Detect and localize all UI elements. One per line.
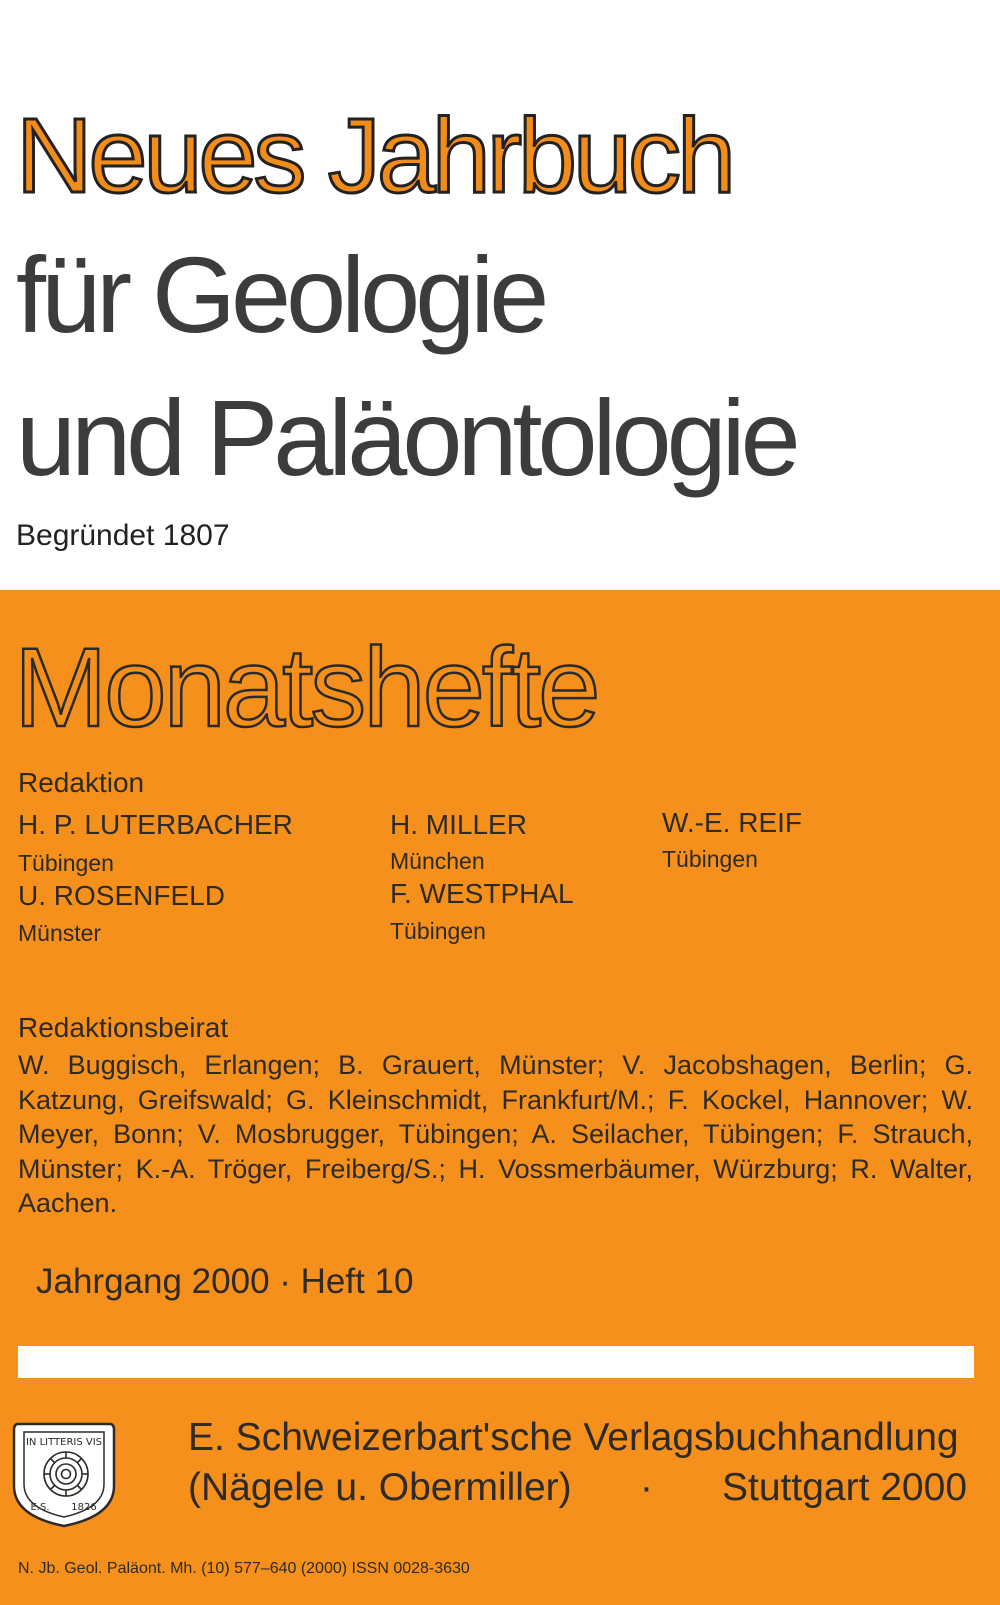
- editor-name: W.-E. REIF: [662, 807, 802, 838]
- journal-title-line-3: und Paläontologie: [16, 377, 796, 498]
- seal-motto: IN LITTERIS VIS: [25, 1437, 103, 1448]
- advisory-board-members: W. Buggisch, Erlangen; B. Grauert, Münster; V. Jacobshagen, Berlin; G. Katzung, Greifswald; G. Kleinschmidt, Frankfurt/M.; F. Kockel, Hannover; W. Meyer, Bonn; V. Mosbrugger, Tübingen; A. Seilacher, Tübingen; F. Strauch, Münster; K.-A. Tröger, Freiberg/S.; H. Vossmerbäumer, Würzburg; R. Walter, Aachen.: [18, 1050, 973, 1218]
- publisher-city-year: Stuttgart 2000: [722, 1466, 968, 1509]
- editor-name: H. P. LUTERBACHER: [18, 809, 293, 840]
- editor-city: Tübingen: [18, 850, 114, 876]
- publisher-seal-logo: [10, 1418, 118, 1530]
- white-label-bar: [18, 1346, 974, 1378]
- editor-city: Tübingen: [662, 846, 758, 872]
- editor-city: Münster: [18, 920, 102, 946]
- journal-title-line-2: für Geologie: [16, 234, 545, 355]
- publisher-separator: ·: [640, 1466, 653, 1509]
- seal-initials: E.S.: [30, 1502, 50, 1513]
- editor-name: F. WESTPHAL: [390, 878, 574, 909]
- editor-name: H. MILLER: [390, 809, 527, 840]
- editor-city: Tübingen: [390, 918, 486, 944]
- citation-issn: N. Jb. Geol. Paläont. Mh. (10) 577–640 (2000) ISSN 0028-3630: [18, 1560, 470, 1577]
- series-title: Monatshefte: [14, 625, 598, 750]
- issue-info: Jahrgang 2000 · Heft 10: [36, 1262, 414, 1301]
- journal-title-line-1: Neues Jahrbuch: [16, 97, 732, 215]
- editor-name: U. ROSENFELD: [18, 880, 225, 911]
- editor-city: München: [390, 848, 485, 874]
- editorial-label: Redaktion: [18, 767, 145, 798]
- seal-year: 1826: [71, 1502, 97, 1513]
- publisher-name: E. Schweizerbart'sche Verlagsbuchhandlung: [188, 1416, 959, 1459]
- founded-year: Begründet 1807: [16, 519, 230, 552]
- advisory-board-label: Redaktionsbeirat: [18, 1012, 229, 1043]
- publisher-owners: (Nägele u. Obermiller): [188, 1466, 572, 1509]
